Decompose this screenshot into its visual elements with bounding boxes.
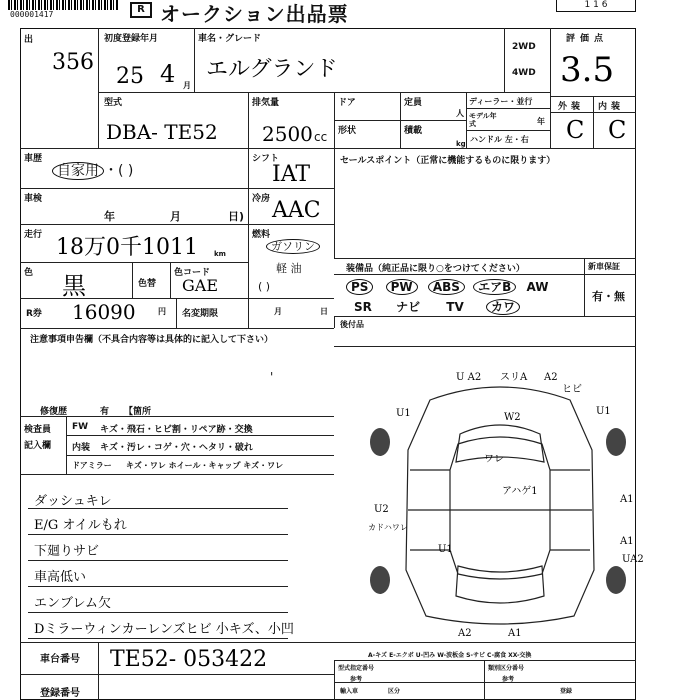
recycle-value: 16090 [72,300,136,324]
repair-location: 【箇所 [124,407,152,417]
new-car-warranty-value: 有・無 [592,290,625,303]
car-name-value: エルグランド [206,57,338,82]
displacement-value: 2500 [262,122,313,146]
mileage-label: 走行 [24,230,43,240]
usage-label: 車歴 [24,154,43,164]
wheel-rear-right-icon [606,566,626,594]
shift-label: シフト [252,154,280,164]
interior-label: 内装 [598,102,625,112]
model-label: 型式 [104,98,123,108]
handwritten-note-4: 車高低い [34,570,87,585]
grade-label: 評価点 [566,34,609,44]
month-unit: 月 [183,81,191,90]
equipment-label: 装備品（純正品に限り○をつけてください） [346,264,525,274]
loading-label: 積載 [404,126,423,136]
interior-grade: C [608,116,627,144]
model-value: DBA- TE52 [106,120,218,144]
shape-label: 形状 [338,126,357,136]
inspection-year: 年 [104,210,115,223]
damage-mark-5: W2 [504,412,521,423]
repair-label: 修復歴 [40,407,68,417]
new-car-warranty-label: 新車保証 [588,262,620,271]
color-label: 色 [24,268,34,278]
equipment-row-1 [346,278,548,295]
grade-value: 3.5 [560,50,615,90]
damage-mark-7: ワレ [484,454,504,465]
fuel-other: ( ) [258,280,271,293]
equipment-pw: PW [386,279,418,295]
two-wd-label: 2WD [512,42,536,52]
sheet-title: オークション出品票 [160,2,349,26]
car-name-label: 車名・グレード [198,34,262,44]
damage-mark-10: U2 [374,504,389,515]
notes-label: 注意事項申告欄（不具合内容等は具体的に記入して下さい） [30,335,274,345]
top-right-box [556,0,636,12]
year-unit: 年 [537,117,545,126]
exterior-label: 外装 [558,102,585,112]
wheel-rear-left-icon [370,566,390,594]
first-registration-month: 4 [160,60,176,88]
footer-box-6: 登録 [560,688,573,695]
damage-mark-9: A1 [620,494,634,505]
damage-mark-15: A2 [458,628,472,639]
later-parts-label: 後付品 [340,320,364,329]
inspector-row-interior-text: キズ・汚レ・コゲ・穴・ヘタリ・破れ [100,443,253,453]
equipment-leather: カワ [486,299,520,315]
recycle-label: R券 [26,309,42,319]
lot-number: 356 [52,50,94,75]
mileage-value: 18万0千1011 [56,235,198,260]
lot-label: 出 [24,35,34,45]
diagram-legend: A-キズ E-エクボ U-凹み W-波板金 S-サビ C-腐食 XX-交換 [368,652,532,659]
fuel-label: 燃料 [252,230,271,240]
repair-value: 有 [100,407,110,417]
four-wd-label: 4WD [512,68,536,78]
transfer-day: 日 [320,307,328,316]
company-logo-icon: R [130,2,152,18]
chassis-value: TE52- 053422 [110,647,268,672]
inspector-row-mirror-text: キズ・ワレ ホイール・キャップ キズ・ワレ [126,461,284,470]
doors-label: ドア [338,98,356,108]
footer-box-1: 類別区分番号 [488,665,525,672]
inspector-row-fw-text: キズ・飛石・ヒビ割・リペア跡・交換 [100,425,253,435]
handwritten-note-6: Dミラーウィンカーレンズヒビ 小キズ、小凹 [34,622,294,637]
capacity-unit: 人 [456,109,464,118]
shift-value: IAT [272,162,311,187]
plate-label: 登録番号 [40,688,80,699]
equipment-navi: ナビ [396,300,421,314]
footer-box-5: 区分 [388,688,401,695]
inspection-month: 月 [170,210,181,223]
handle-label: ハンドル 左・右 [470,135,529,144]
inspection-day: 日) [228,210,245,223]
aircon-label: 冷房 [252,194,271,204]
chassis-label: 車台番号 [40,654,80,665]
damage-mark-14: UA2 [622,554,644,565]
top-right-box-text: 1 1 6 [584,0,608,10]
loading-unit: kg [456,140,466,148]
car-body-outline [406,387,594,624]
damage-mark-8: アハゲ1 [502,486,538,497]
damage-mark-3: ヒビ [562,384,582,395]
transfer-month: 月 [274,307,282,316]
capacity-label: 定員 [404,98,423,108]
damage-mark-11: カドハワレ [368,523,408,532]
wheel-front-right-icon [606,428,626,456]
damage-mark-4: U1 [396,408,411,419]
color-value: 黒 [62,272,86,300]
inspector-row-fw-tag: FW [72,422,89,432]
equipment-sr: SR [354,300,372,314]
footer-box-0: 型式指定番号 [338,665,375,672]
inspector-label-2: 記入欄 [24,441,52,451]
damage-mark-12: U1 [438,544,453,555]
exterior-grade: C [566,116,585,144]
handwritten-note-1: ダッシュキレ [34,494,112,509]
footer-box-2: 参考 [350,676,363,683]
handwritten-note-5: エンブレム欠 [34,596,111,611]
recycle-unit: 円 [158,307,166,316]
barcode-text: 000001417 [10,10,54,19]
footer-box-3: 参考 [502,676,515,683]
equipment-ps: PS [346,279,373,295]
equipment-airbag: エアB [473,279,516,295]
equipment-row-2 [354,298,520,315]
damage-mark-1: スリA [500,372,528,383]
usage-value [52,160,133,180]
color-code-value: GAE [182,276,219,295]
handwritten-note-3: 下廻りサビ [34,544,100,559]
fuel-gasoline-circled: ガソリン [266,239,320,254]
transfer-deadline-label: 名変期限 [182,309,219,319]
handwritten-note-2: E/G オイルもれ [34,518,127,533]
fuel-diesel: 軽 油 [276,262,302,275]
damage-mark-13: A1 [620,536,634,547]
wheel-front-left-icon [370,428,390,456]
rear-window-outline [456,566,544,603]
barcode [8,0,118,10]
equipment-aw: AW [526,280,549,294]
footer-box-4: 輸入車 [340,688,359,695]
damage-mark-16: A1 [508,628,522,639]
notes-tick: ' [270,370,274,384]
usage-other: ・( ) [104,163,134,179]
damage-mark-2: A2 [544,372,558,383]
color-code-label: 色コード [174,268,211,278]
displacement-unit: cc [314,130,328,144]
dealer-label: ディーラー・並行 [469,97,533,106]
aircon-value: AAC [272,198,321,223]
car-damage-diagram [360,370,644,642]
damage-mark-6: U1 [596,406,611,417]
model-year-label: モデル年式 [469,112,497,128]
usage-private-circled: 自家用 [52,162,104,180]
inspector-row-mirror-tag: ドアミラー [72,461,112,470]
first-registration-year: 25 [116,64,144,89]
first-registration-label: 初度登録年月 [104,34,159,44]
inspector-row-interior-tag: 内装 [72,443,91,453]
equipment-tv: TV [446,300,464,314]
sales-point-label: セールスポイント（正常に機能するものに限ります） [340,156,556,166]
fuel-gasoline [266,238,320,254]
damage-mark-0: U A2 [456,372,482,383]
equipment-abs: ABS [428,279,465,295]
displacement-label: 排気量 [252,98,280,108]
color-change-label: 色替 [138,279,157,289]
mileage-unit: km [214,250,226,258]
inspector-label-1: 検査員 [24,425,52,435]
inspection-label: 車検 [24,194,43,204]
